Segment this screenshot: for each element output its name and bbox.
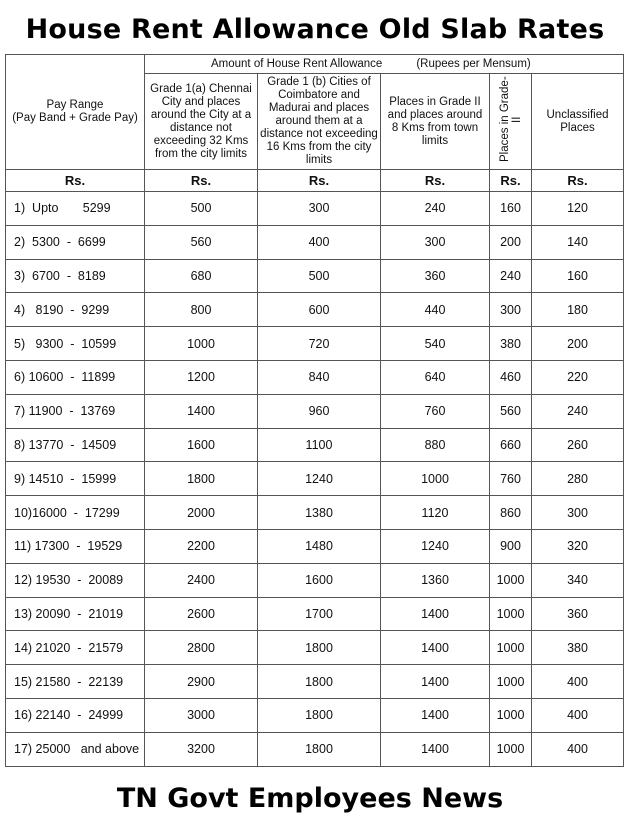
column-header-grade-2-around: Places in Grade II and places around 8 Kms from town limits <box>381 74 490 170</box>
table-row <box>6 360 624 394</box>
hra-amount-cell: 400 <box>532 665 624 699</box>
hra-amount-cell: 960 <box>258 394 381 428</box>
hra-amount-cell: 2600 <box>145 597 258 631</box>
hra-amount-cell: 1800 <box>258 665 381 699</box>
pay-range-cell: 12) 19530 - 20089 <box>6 563 145 597</box>
hra-amount-cell: 300 <box>258 192 381 226</box>
hra-amount-cell: 720 <box>258 327 381 361</box>
hra-amount-cell: 680 <box>145 259 258 293</box>
hra-amount-cell: 220 <box>532 360 624 394</box>
table-row <box>6 192 624 226</box>
hra-amount-cell: 1200 <box>145 360 258 394</box>
hra-amount-cell: 200 <box>532 327 624 361</box>
hra-amount-cell: 1600 <box>258 563 381 597</box>
table-row <box>6 665 624 699</box>
hra-amount-cell: 840 <box>258 360 381 394</box>
pay-range-cell: 17) 25000 and above <box>6 732 145 766</box>
hra-amount-cell: 260 <box>532 428 624 462</box>
hra-amount-cell: 800 <box>145 293 258 327</box>
hra-amount-cell: 2400 <box>145 563 258 597</box>
table-row <box>6 732 624 766</box>
hra-amount-cell: 1400 <box>381 698 490 732</box>
hra-amount-cell: 760 <box>381 394 490 428</box>
column-header-unclassified: Unclassified Places <box>532 74 624 170</box>
table-row <box>6 259 624 293</box>
hra-amount-cell: 240 <box>381 192 490 226</box>
hra-amount-cell: 2000 <box>145 496 258 530</box>
pay-range-cell: 11) 17300 - 19529 <box>6 529 145 563</box>
column-header-grade-1a: Grade 1(a) Chennai City and places around the City at a distance not exceeding 32 Kms from the city limits <box>145 74 258 170</box>
pay-range-cell: 13) 20090 - 21019 <box>6 597 145 631</box>
hra-amount-cell: 560 <box>490 394 532 428</box>
hra-amount-cell: 400 <box>258 225 381 259</box>
table-row <box>6 597 624 631</box>
hra-amount-cell: 1000 <box>490 698 532 732</box>
pay-range-cell: 14) 21020 - 21579 <box>6 631 145 665</box>
hra-amount-cell: 660 <box>490 428 532 462</box>
pay-range-header <box>6 55 145 170</box>
table-row <box>6 394 624 428</box>
hra-amount-cell: 440 <box>381 293 490 327</box>
hra-amount-cell: 240 <box>532 394 624 428</box>
currency-cell: Rs. <box>490 170 532 192</box>
pay-range-cell: 1) Upto 5299 <box>6 192 145 226</box>
currency-cell: Rs. <box>258 170 381 192</box>
hra-amount-cell: 1000 <box>490 597 532 631</box>
hra-amount-cell: 1100 <box>258 428 381 462</box>
pay-range-cell: 7) 11900 - 13769 <box>6 394 145 428</box>
table-row <box>6 462 624 496</box>
hra-amount-cell: 340 <box>532 563 624 597</box>
hra-amount-cell: 500 <box>145 192 258 226</box>
hra-amount-cell: 1800 <box>258 732 381 766</box>
table-body <box>6 192 624 767</box>
hra-amount-cell: 1480 <box>258 529 381 563</box>
page-title: House Rent Allowance Old Slab Rates <box>25 14 605 45</box>
hra-amount-cell: 1000 <box>490 732 532 766</box>
pay-range-cell: 8) 13770 - 14509 <box>6 428 145 462</box>
hra-amount-cell: 2900 <box>145 665 258 699</box>
pay-range-cell: 10)16000 - 17299 <box>6 496 145 530</box>
hra-amount-cell: 400 <box>532 732 624 766</box>
table-row <box>6 293 624 327</box>
pay-range-cell: 2) 5300 - 6699 <box>6 225 145 259</box>
table-row <box>6 563 624 597</box>
currency-cell: Rs. <box>145 170 258 192</box>
hra-amount-cell: 1120 <box>381 496 490 530</box>
hra-amount-cell: 300 <box>381 225 490 259</box>
hra-amount-cell: 540 <box>381 327 490 361</box>
table-row <box>6 496 624 530</box>
pay-range-cell: 15) 21580 - 22139 <box>6 665 145 699</box>
hra-amount-cell: 1400 <box>381 631 490 665</box>
hra-amount-cell: 380 <box>532 631 624 665</box>
hra-amount-cell: 3000 <box>145 698 258 732</box>
hra-amount-cell: 1000 <box>381 462 490 496</box>
unit-header-label: (Rupees per Mensum) <box>416 58 531 70</box>
hra-amount-cell: 300 <box>490 293 532 327</box>
table-row <box>6 428 624 462</box>
hra-amount-cell: 140 <box>532 225 624 259</box>
hra-amount-cell: 900 <box>490 529 532 563</box>
hra-amount-cell: 1400 <box>381 732 490 766</box>
column-header-grade-2 <box>490 74 532 170</box>
hra-amount-cell: 1600 <box>145 428 258 462</box>
hra-amount-cell: 1000 <box>490 665 532 699</box>
hra-amount-cell: 1400 <box>381 665 490 699</box>
table-row <box>6 327 624 361</box>
hra-amount-cell: 160 <box>532 259 624 293</box>
hra-amount-cell: 1240 <box>381 529 490 563</box>
hra-amount-cell: 1400 <box>381 597 490 631</box>
amount-header-label: Amount of House Rent Allowance <box>211 58 383 70</box>
hra-amount-cell: 280 <box>532 462 624 496</box>
hra-amount-cell: 120 <box>532 192 624 226</box>
hra-amount-cell: 880 <box>381 428 490 462</box>
pay-range-cell: 16) 22140 - 24999 <box>6 698 145 732</box>
table-row <box>6 698 624 732</box>
hra-amount-cell: 360 <box>381 259 490 293</box>
hra-amount-cell: 160 <box>490 192 532 226</box>
table-row <box>6 529 624 563</box>
hra-amount-cell: 500 <box>258 259 381 293</box>
hra-amount-cell: 400 <box>532 698 624 732</box>
hra-amount-cell: 460 <box>490 360 532 394</box>
pay-range-cell: 9) 14510 - 15999 <box>6 462 145 496</box>
currency-cell: Rs. <box>381 170 490 192</box>
hra-amount-cell: 2800 <box>145 631 258 665</box>
hra-amount-cell: 1240 <box>258 462 381 496</box>
hra-amount-cell: 240 <box>490 259 532 293</box>
hra-amount-cell: 3200 <box>145 732 258 766</box>
hra-amount-cell: 200 <box>490 225 532 259</box>
currency-cell: Rs. <box>532 170 624 192</box>
pay-range-cell: 3) 6700 - 8189 <box>6 259 145 293</box>
column-header-grade-1b: Grade 1 (b) Cities of Coimbatore and Madurai and places around them at a distance not exceeding 16 Kms from the city limits <box>258 74 381 170</box>
hra-amount-cell: 1000 <box>490 563 532 597</box>
hra-amount-cell: 640 <box>381 360 490 394</box>
hra-amount-cell: 300 <box>532 496 624 530</box>
hra-amount-cell: 1800 <box>145 462 258 496</box>
column-header-grade-2-text: Places in Grade-II <box>498 76 523 163</box>
table-row <box>6 225 624 259</box>
hra-amount-cell: 180 <box>532 293 624 327</box>
hra-amount-cell: 1700 <box>258 597 381 631</box>
currency-cell: Rs. <box>6 170 145 192</box>
hra-amount-cell: 760 <box>490 462 532 496</box>
hra-amount-cell: 360 <box>532 597 624 631</box>
pay-range-header-text: Pay Range (Pay Band + Grade Pay) <box>12 99 138 124</box>
hra-amount-cell: 600 <box>258 293 381 327</box>
hra-amount-cell: 320 <box>532 529 624 563</box>
pay-range-cell: 6) 10600 - 11899 <box>6 360 145 394</box>
footer-brand: TN Govt Employees News <box>116 783 504 814</box>
hra-amount-cell: 560 <box>145 225 258 259</box>
hra-amount-cell: 1400 <box>145 394 258 428</box>
hra-amount-cell: 1000 <box>490 631 532 665</box>
hra-amount-cell: 1800 <box>258 698 381 732</box>
hra-amount-cell: 1000 <box>145 327 258 361</box>
hra-amount-cell: 1800 <box>258 631 381 665</box>
hra-amount-cell: 2200 <box>145 529 258 563</box>
pay-range-cell: 4) 8190 - 9299 <box>6 293 145 327</box>
amount-header <box>145 55 624 74</box>
hra-slab-table <box>5 54 624 767</box>
hra-amount-cell: 860 <box>490 496 532 530</box>
table-row <box>6 631 624 665</box>
hra-amount-cell: 380 <box>490 327 532 361</box>
hra-amount-cell: 1380 <box>258 496 381 530</box>
hra-amount-cell: 1360 <box>381 563 490 597</box>
pay-range-cell: 5) 9300 - 10599 <box>6 327 145 361</box>
